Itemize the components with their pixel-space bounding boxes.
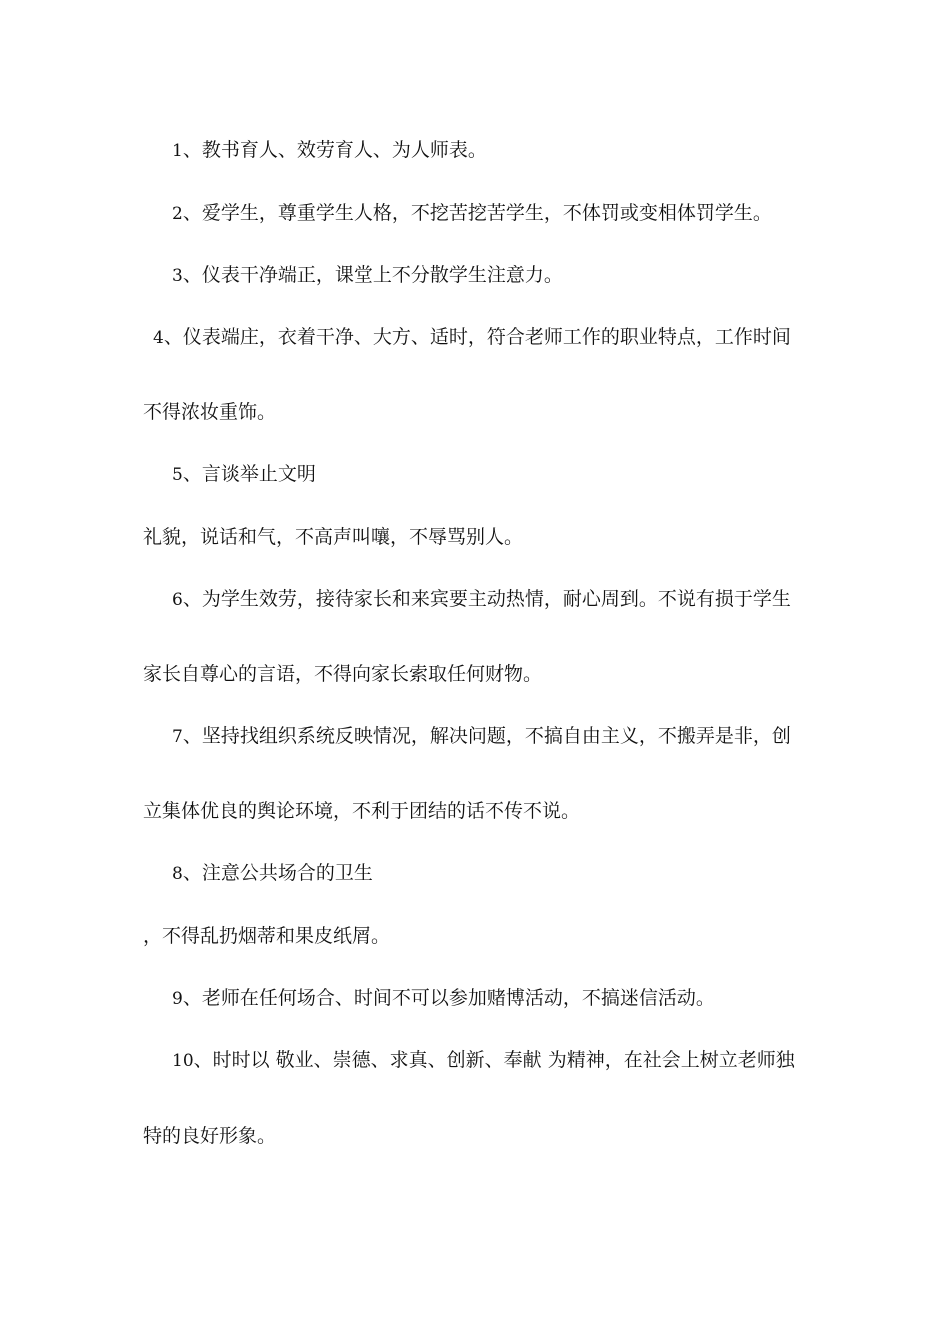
item-text: 、教书育人、效劳育人、为人师表。 (182, 139, 487, 161)
rule-line-5 (172, 462, 316, 487)
item-number: 9 (172, 989, 183, 1009)
item-text: 、仪表端庄，衣着干净、大方、适时，符合老师工作的职业特点，工作时间 (163, 326, 791, 348)
rule-line-4 (153, 325, 791, 350)
rule-line-10-continuation (143, 1124, 276, 1148)
item-number: 4 (153, 328, 164, 348)
rule-line-10 (172, 1048, 795, 1073)
item-number: 2 (172, 204, 183, 224)
rule-line-5-continuation (143, 525, 523, 549)
rule-line-6 (172, 587, 791, 612)
item-number: 7 (172, 727, 183, 747)
rule-line-4-continuation (143, 400, 276, 424)
item-text: 礼貌，说话和气，不高声叫嚷，不辱骂别人。 (143, 526, 524, 548)
item-text: 、坚持找组织系统反映情况，解决问题，不搞自由主义，不搬弄是非，创 (182, 725, 791, 747)
item-number: 8 (172, 864, 183, 884)
item-text: 、老师在任何场合、时间不可以参加赌博活动，不搞迷信活动。 (182, 987, 715, 1009)
item-text: 不得浓妆重饰。 (143, 401, 277, 423)
rule-line-7 (172, 724, 791, 749)
item-number: 1 (172, 141, 183, 161)
rule-line-6-continuation (143, 662, 542, 686)
item-text: 、言谈举止文明 (182, 463, 316, 485)
rule-line-8-continuation (143, 924, 390, 948)
item-text: 、爱学生，尊重学生人格，不挖苦挖苦学生，不体罚或变相体罚学生。 (182, 202, 772, 224)
item-text: 、时时以 敬业、崇德、求真、创新、奉献 为精神，在社会上树立老师独 (193, 1049, 795, 1071)
item-text: 特的良好形象。 (143, 1125, 277, 1147)
rule-line-8 (172, 861, 373, 886)
rule-line-1 (172, 138, 487, 163)
item-text: 、仪表干净端正，课堂上不分散学生注意力。 (182, 264, 563, 286)
item-number: 3 (172, 266, 183, 286)
rule-line-3 (172, 263, 563, 288)
item-text: 立集体优良的舆论环境，不利于团结的话不传不说。 (143, 800, 581, 822)
item-number: 6 (172, 590, 183, 610)
item-number: 10 (172, 1051, 194, 1071)
item-number: 5 (172, 465, 183, 485)
item-text: 、为学生效劳，接待家长和来宾要主动热情，耐心周到。不说有损于学生 (182, 588, 791, 610)
rule-line-2 (172, 201, 772, 226)
rule-line-9 (172, 986, 715, 1011)
item-text: 家长自尊心的言语，不得向家长索取任何财物。 (143, 663, 543, 685)
item-text: ，不得乱扔烟蒂和果皮纸屑。 (143, 925, 391, 947)
rule-line-7-continuation (143, 799, 580, 823)
item-text: 、注意公共场合的卫生 (182, 862, 373, 884)
